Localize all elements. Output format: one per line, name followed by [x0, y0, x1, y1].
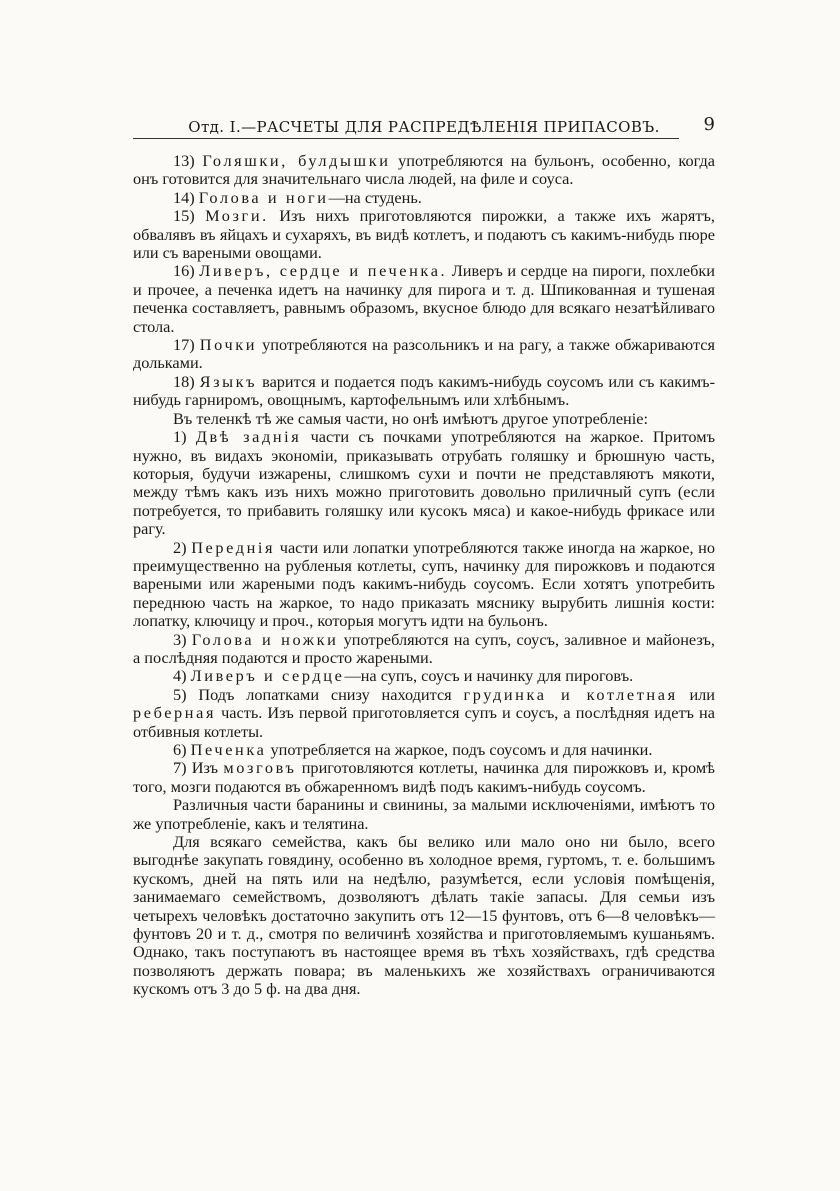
paragraph: Для всякаго семейства, какъ бы велико или мало оно ни было, всего выгоднѣе закупать говядину, особенно въ холодное время, гуртомъ, т. е. большимъ кускомъ, дней на пять или на недѣлю, разумѣется, если условія помѣщенія, занимаемаго семействомъ, дозволяютъ дѣлать такіе запасы. Для семьи изъ четырехъ человѣкъ достаточно закупить отъ 12—15 фунтовъ, отъ 6—8 человѣкъ—фунтовъ 20 и т. д., смотря по величинѣ хозяйства и приготовляемымъ кушаньямъ. Однако, такъ поступаютъ въ настоящее время въ тѣхъ хозяйствахъ, гдѣ средства позволяютъ держать повара; въ маленькихъ же хозяйствахъ ограничиваются кускомъ отъ 3 до 5 ф. на два дня. [133, 832, 715, 999]
paragraph: 16) Ливеръ, сердце и печенка. Ливеръ и сердце на пироги, похлебки и прочее, а печенка идетъ на начинку для пирога и т. д. Шпикованная и тушеная печенка составляетъ, равнымъ образомъ, вкусное блюдо для всякаго незатѣйливаго стола. [133, 261, 715, 336]
paragraph: 4) Ливеръ и сердце—на супъ, соусъ и начинку для пироговъ. [173, 666, 634, 686]
paragraph: 13) Голяшки, булдышки употребляются на бульонъ, особенно, когда онъ готовится для значительнаго числа людей, на филе и соуса. [133, 151, 715, 189]
running-header [133, 112, 715, 142]
paragraph: Различныя части баранины и свинины, за малыми исключеніями, имѣютъ то же употребленіе, какъ и телятина. [133, 795, 715, 833]
paragraph: 6) Печенка употребляется на жаркое, подъ соусомъ и для начинки. [173, 740, 653, 759]
paragraph: 14) Голова и ноги—на студень. [173, 187, 422, 207]
paragraph: 3) Голова и ножки употребляются на супъ, соусъ, заливное и майонезъ, а послѣдняя подаются и просто жареными. [133, 629, 715, 667]
paragraph: 15) Мозги. Изъ нихъ приготовляются пирожки, а также ихъ жарятъ, обвалявъ въ яйцахъ и сухаряхъ, въ видѣ котлетъ, и подаютъ съ какимъ-нибудь пюре или съ вареными овощами. [133, 206, 715, 263]
header-title: Отд. I.—РАСЧЕТЫ ДЛЯ РАСПРЕДѢЛЕНІЯ ПРИПАСОВЪ. [188, 118, 660, 136]
paragraph: 17) Почки употребляются на разсольникъ и на рагу, а также обжариваются дольками. [133, 335, 715, 373]
page-number: 9 [703, 114, 715, 135]
header-rule [133, 138, 679, 139]
paragraph: 7) Изъ мозговъ приготовляются котлеты, начинка для пирожковъ и, кромѣ того, мозги подаются въ обжаренномъ видѣ подъ какимъ-нибудь соусомъ. [133, 758, 715, 796]
paragraph: 18) Языкъ варится и подается подъ какимъ-нибудь соусомъ или съ какимъ-нибудь гарниромъ, овощнымъ, картофельнымъ или хлѣбнымъ. [133, 371, 715, 410]
page-body [133, 152, 715, 999]
paragraph: 5) Подъ лопатками снизу находится грудинка и котлетная или реберная часть. Изъ первой приготовляется супъ и соусъ, а послѣдняя идетъ на отбивныя котлеты. [133, 684, 716, 741]
paragraph: 1) Двѣ заднія части съ почками употребляются на жаркое. Притомъ нужно, въ видахъ экономіи, приказывать отрубать голяшку и брюшную часть, которыя, будучи изжарены, слишкомъ сухи и почти не представляютъ мякоти, между тѣмъ какъ изъ нихъ можно приготовить довольно приличный супъ (если потребуется, то прибавить голяшку или кусокъ мяса) и какое-нибудь фрикасе или рагу. [133, 427, 715, 539]
paragraph: Въ теленкѣ тѣ же самыя части, но онѣ имѣютъ другое употребленіе: [173, 408, 649, 428]
paragraph: 2) Переднія части или лопатки употребляются также иногда на жаркое, но преимущественно на рубленыя котлеты, супъ, начинку для пирожковъ и подаются вареными или жареными подъ какимъ-нибудь соусомъ. Если хотятъ употребить переднюю часть на жаркое, то надо приказать мяснику вырубить лишнія кости: лопатку, ключицу и проч., которыя могутъ идти на бульонъ. [133, 537, 715, 631]
